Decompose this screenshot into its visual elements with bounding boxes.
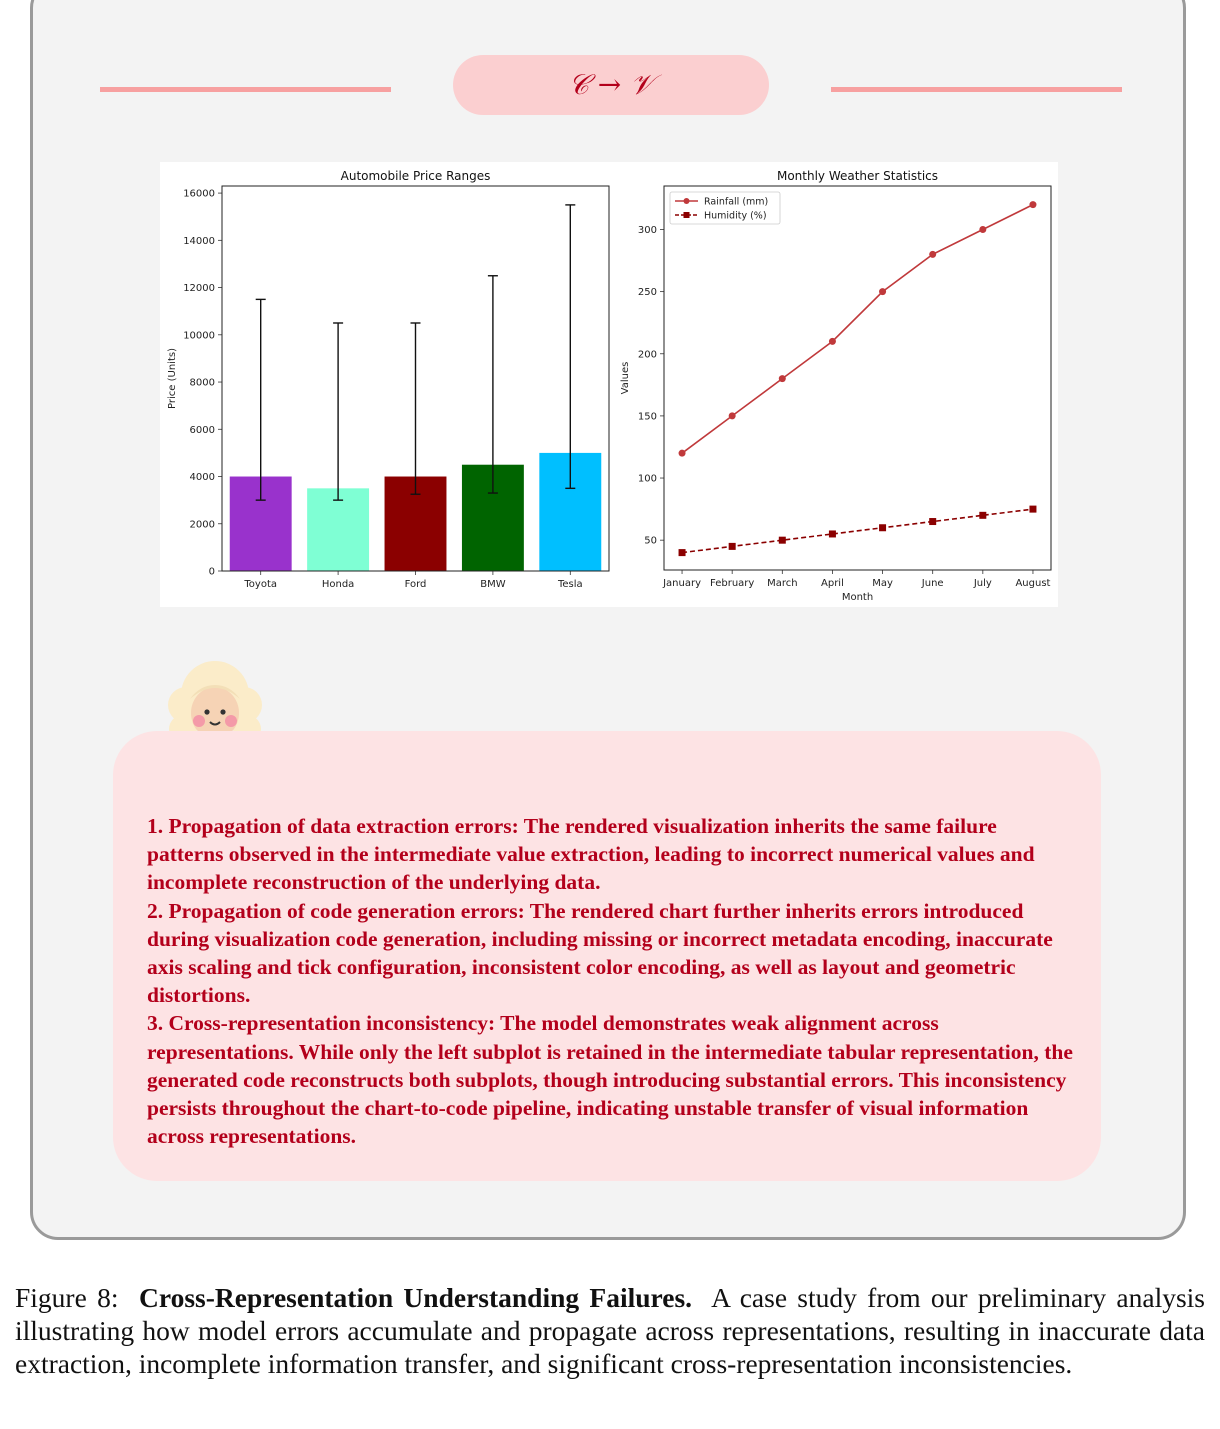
y-tick-label: 300 xyxy=(637,224,657,236)
y-tick-label: 150 xyxy=(637,411,657,423)
error-point-2: 2. Propagation of code generation errors: The rendered chart further inherits errors introduced during visualization code generation, including missing or incorrect metadata encoding, inaccurate axis scaling and tick configuration, inconsistent color encoding, as well as layout and geometric distortions. xyxy=(147,898,1053,1008)
caption-text: A case study from our preliminary analysis illustrating how model errors accumulate and propagate across representations, resulting in inaccurate data extraction, incomplete information transfer, and significant cross-representation inconsistencies. xyxy=(15,1282,1205,1379)
y-tick-label: 200 xyxy=(637,349,657,361)
legend-label: Humidity (%) xyxy=(704,210,767,222)
bar-y-axis-label: Price (Units) xyxy=(167,348,178,409)
bar-chart-title: Automobile Price Ranges xyxy=(340,169,491,183)
legend-marker xyxy=(684,198,690,204)
series-point-1 xyxy=(829,530,836,537)
error-analysis-text xyxy=(147,812,1077,1150)
figure-caption xyxy=(15,1281,1205,1380)
x-tick-label: Ford xyxy=(404,579,427,590)
line-axes-frame xyxy=(664,186,1051,570)
x-tick-label: April xyxy=(821,578,844,589)
x-tick-label: March xyxy=(767,578,798,589)
x-tick-label: May xyxy=(872,578,893,589)
caption-title: Cross-Representation Understanding Failures. xyxy=(139,1282,693,1313)
series-point-0 xyxy=(979,226,986,233)
section-label: 𝒞 → 𝒱 xyxy=(453,55,769,115)
x-tick-label: Honda xyxy=(321,579,355,590)
series-point-0 xyxy=(929,251,936,258)
x-tick-label: January xyxy=(663,578,702,589)
y-tick-label: 250 xyxy=(637,287,657,299)
caption-label: Figure 8: xyxy=(15,1282,119,1313)
x-tick-label: BMW xyxy=(480,579,506,590)
y-tick-label: 2000 xyxy=(189,519,215,531)
y-tick-label: 14000 xyxy=(183,235,215,247)
series-point-0 xyxy=(779,375,786,382)
x-tick-label: July xyxy=(973,578,992,589)
series-point-0 xyxy=(1029,201,1036,208)
x-tick-label: February xyxy=(710,578,755,589)
y-tick-label: 10000 xyxy=(183,330,215,342)
x-tick-label: Tesla xyxy=(557,579,583,590)
series-point-1 xyxy=(879,524,886,531)
series-point-1 xyxy=(779,537,786,544)
chart-figure xyxy=(160,162,1058,607)
right-divider xyxy=(831,87,1122,92)
series-point-0 xyxy=(879,288,886,295)
left-divider xyxy=(100,87,391,92)
series-point-1 xyxy=(679,549,686,556)
legend-label: Rainfall (mm) xyxy=(704,196,769,208)
legend-marker xyxy=(684,212,690,218)
y-tick-label: 16000 xyxy=(183,188,215,200)
line-x-axis-label: Month xyxy=(841,592,874,603)
y-tick-label: 12000 xyxy=(183,283,215,295)
series-point-1 xyxy=(979,512,986,519)
y-tick-label: 4000 xyxy=(189,472,215,484)
series-point-0 xyxy=(829,338,836,345)
x-tick-label: August xyxy=(1015,578,1051,589)
line-y-axis-label: Values xyxy=(620,361,631,395)
error-point-1: 1. Propagation of data extraction errors: The rendered visualization inherits the same failure patterns observed in the intermediate value extraction, leading to incorrect numerical values and incomplete reconstruction of the underlying data. xyxy=(147,814,1035,895)
x-tick-label: June xyxy=(921,578,944,589)
series-point-1 xyxy=(1029,506,1036,513)
line-chart-title: Monthly Weather Statistics xyxy=(776,169,939,183)
x-tick-label: Toyota xyxy=(244,579,278,590)
y-tick-label: 0 xyxy=(208,566,215,578)
chart-svg xyxy=(160,162,1058,607)
series-point-0 xyxy=(679,450,686,457)
error-point-3: 3. Cross-representation inconsistency: The model demonstrates weak alignment across representations. While only the left subplot is retained in the intermediate tabular representation, the generated code reconstructs both subplots, though introducing substantial errors. This inconsistency persists throughout the chart-to-code pipeline, indicating unstable transfer of visual information across representations. xyxy=(147,1011,1073,1149)
series-point-1 xyxy=(729,543,736,550)
y-tick-label: 100 xyxy=(637,473,657,485)
series-point-1 xyxy=(929,518,936,525)
y-tick-label: 6000 xyxy=(189,424,215,436)
y-tick-label: 8000 xyxy=(189,377,215,389)
y-tick-label: 50 xyxy=(644,535,657,547)
series-point-0 xyxy=(729,412,736,419)
